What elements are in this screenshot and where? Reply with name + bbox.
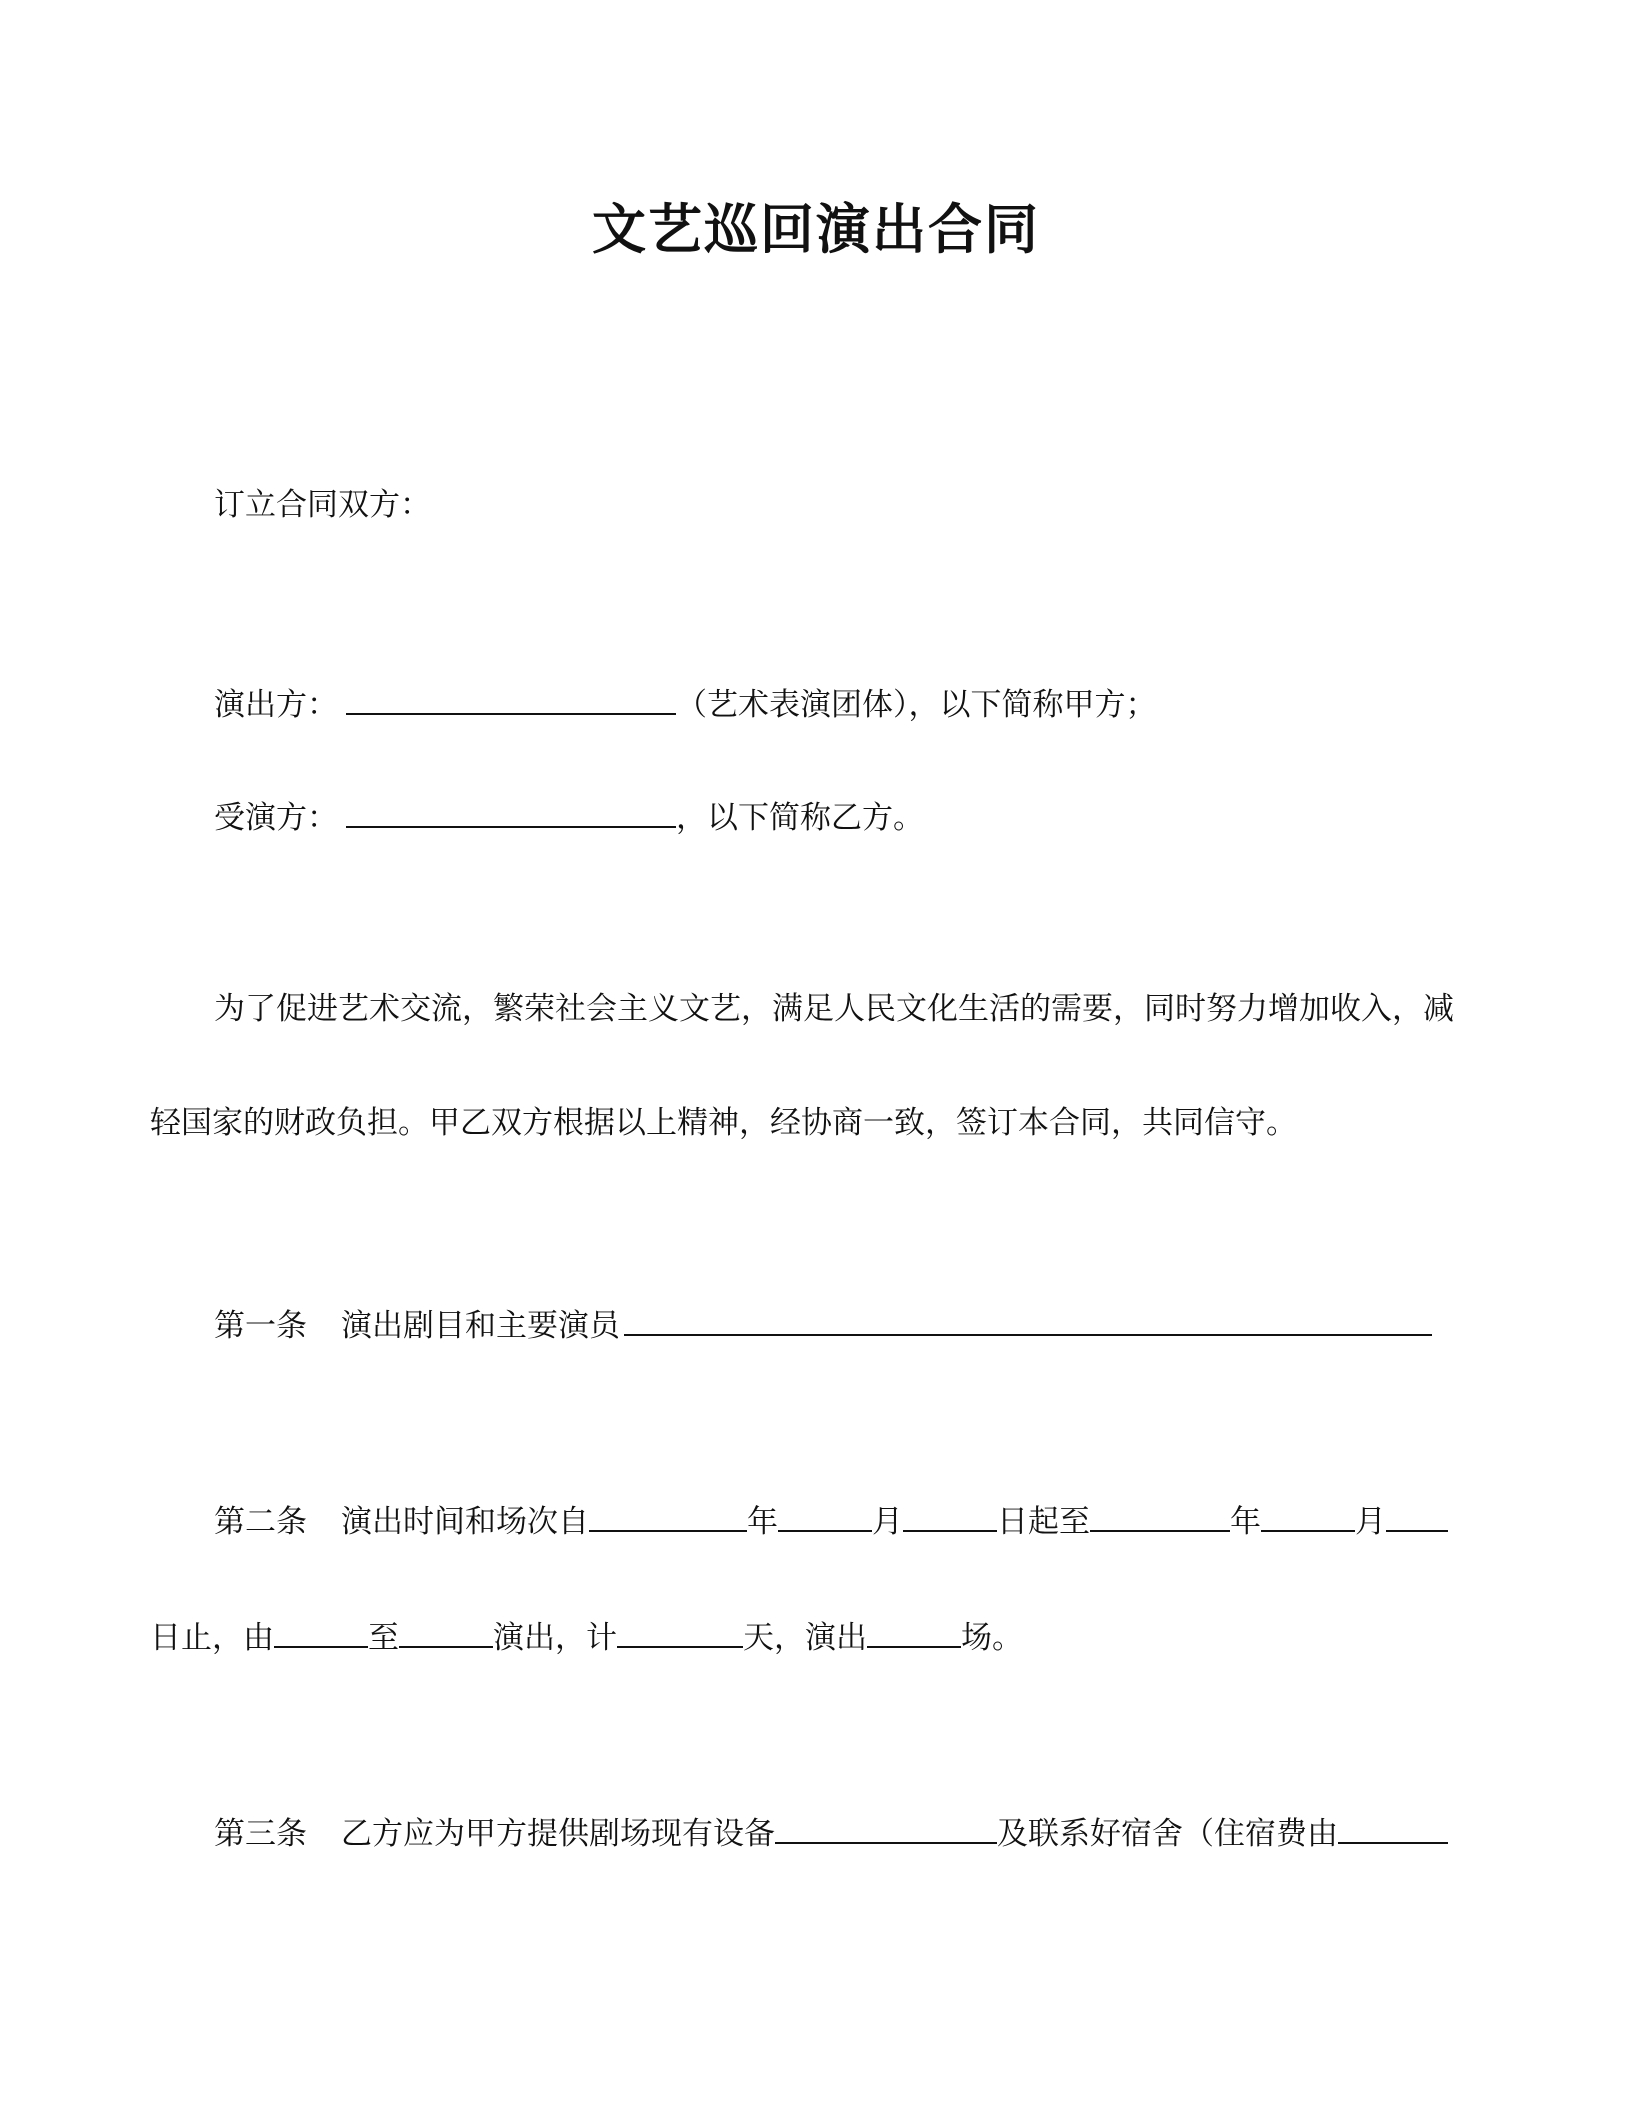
performer-name-field[interactable] (346, 677, 676, 715)
to-label: 至 (368, 1620, 399, 1656)
perform-count-label: 演出，计 (493, 1620, 617, 1656)
article-1 (214, 1298, 1432, 1348)
days-count-field[interactable] (617, 1610, 743, 1648)
preamble-line-1: 为了促进艺术交流，繁荣社会主义文艺，满足人民文化生活的需要，同时努力增加收入，减 (214, 991, 1454, 1027)
article-2-number: 第二条 (214, 1504, 307, 1540)
equipment-field[interactable] (775, 1806, 997, 1844)
start-day-field[interactable] (903, 1494, 997, 1532)
receiver-suffix: ，以下简称乙方。 (676, 800, 924, 836)
start-month-label: 月 (872, 1504, 903, 1540)
article-1-text: 演出剧目和主要演员 (341, 1308, 620, 1344)
article-3-text-mid: 及联系好宿舍（住宿费由 (997, 1816, 1338, 1852)
article-3-text-start: 乙方应为甲方提供剧场现有设备 (341, 1816, 775, 1852)
document-title: 文艺巡回演出合同 (592, 198, 1040, 261)
article-2-text-start: 演出时间和场次自 (341, 1504, 589, 1540)
article-3-line-1 (214, 1806, 1448, 1856)
end-day-field[interactable] (1386, 1494, 1448, 1532)
start-month-field[interactable] (778, 1494, 872, 1532)
article-1-field[interactable] (624, 1298, 1432, 1336)
end-month-field[interactable] (1261, 1494, 1355, 1532)
shows-label: 场。 (961, 1620, 1023, 1656)
to-location-field[interactable] (399, 1610, 493, 1648)
preamble-line-2: 轻国家的财政负担。甲乙双方根据以上精神，经协商一致，签订本合同，共同信守。 (150, 1105, 1297, 1141)
lodging-payer-field[interactable] (1338, 1806, 1448, 1844)
article-2-line-1 (214, 1494, 1448, 1544)
days-label: 天，演出 (743, 1620, 867, 1656)
article-3-number: 第三条 (214, 1816, 307, 1852)
start-year-label: 年 (747, 1504, 778, 1540)
end-year-field[interactable] (1090, 1494, 1230, 1532)
start-day-label: 日起至 (997, 1504, 1090, 1540)
article-1-number: 第一条 (214, 1308, 307, 1344)
parties-heading: 订立合同双方： (214, 487, 431, 523)
from-location-field[interactable] (274, 1610, 368, 1648)
performer-suffix: （艺术表演团体），以下简称甲方； (676, 687, 1157, 723)
end-year-label: 年 (1230, 1504, 1261, 1540)
performer-label: 演出方： (214, 687, 338, 723)
end-month-label: 月 (1355, 1504, 1386, 1540)
shows-count-field[interactable] (867, 1610, 961, 1648)
receiver-name-field[interactable] (346, 790, 676, 828)
article-2-line-2 (150, 1610, 1023, 1660)
start-year-field[interactable] (589, 1494, 747, 1532)
receiver-line (214, 790, 924, 840)
end-day-label: 日止，由 (150, 1620, 274, 1656)
receiver-label: 受演方： (214, 800, 338, 836)
performer-line (214, 677, 1157, 727)
